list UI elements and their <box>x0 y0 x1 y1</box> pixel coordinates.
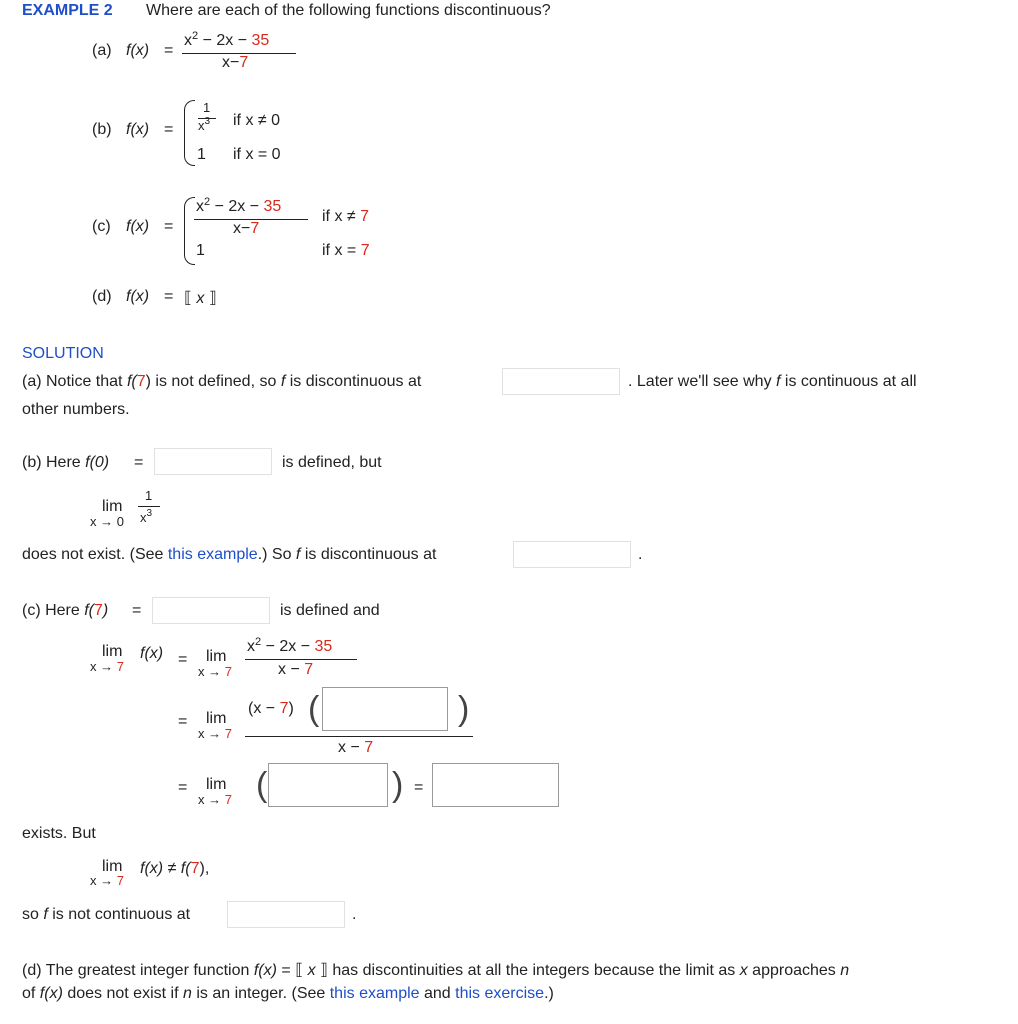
solution-c-lim4: lim <box>206 776 227 793</box>
part-b-eq: = <box>164 121 174 138</box>
solution-c-lim4-sub: x → 7 <box>198 792 232 807</box>
solution-c-lim5-sub: x → 7 <box>90 873 124 888</box>
solution-b-period: . <box>638 546 643 563</box>
solution-d-line1: (d) The greatest integer function f(x) = ⟦ x ⟧ has discontinuities at all the integers because the limit as x approaches n <box>22 962 850 979</box>
solution-b-frac-num: 1 <box>145 488 153 503</box>
part-c-brace <box>184 197 195 265</box>
solution-c-denominator1: x − 7 <box>278 661 314 678</box>
part-b-f: f(x) <box>126 121 150 138</box>
solution-a-text-end: other numbers. <box>22 401 130 418</box>
part-a-denominator: x−7 <box>222 54 249 71</box>
solution-b-defined: is defined, but <box>282 454 382 471</box>
part-d-expr: ⟦ x ⟧ <box>184 290 217 307</box>
part-c-label: (c) <box>92 218 111 235</box>
part-c-denominator: x−7 <box>233 220 260 237</box>
link-this-exercise-d[interactable]: this exercise <box>455 985 545 1002</box>
solution-c-eq: = <box>132 602 142 619</box>
solution-b-lim-sub: x → 0 <box>90 514 124 529</box>
link-this-example-d[interactable]: this example <box>329 985 420 1002</box>
solution-c-neq-expr: f(x) ≠ f(7), <box>140 860 210 877</box>
link-this-example-b[interactable]: this example <box>167 546 258 563</box>
solution-c-text: (c) Here f(7) <box>22 602 109 619</box>
solution-c-lim3-sub: x → 7 <box>198 726 232 741</box>
solution-b-frac-bar <box>138 506 160 507</box>
part-c-numerator: $x^2 - 2x - 35$ <box>196 196 282 215</box>
solution-c-exists: exists. But <box>22 825 96 842</box>
part-b-label: (b) <box>92 121 112 138</box>
answer-input-c1[interactable] <box>152 597 270 624</box>
solution-c-eq1: = <box>178 651 188 668</box>
part-d-label: (d) <box>92 288 112 305</box>
question-text: Where are each of the following functions discontinuous? <box>146 2 551 19</box>
part-a-f: f(x) <box>126 42 150 59</box>
solution-b-eq: = <box>134 454 144 471</box>
solution-c-eq4: = <box>414 779 424 796</box>
part-a-eq: = <box>164 42 174 59</box>
solution-c-lim5: lim <box>102 858 123 875</box>
solution-heading: SOLUTION <box>22 345 104 362</box>
solution-c-not-cont: so f is not continuous at <box>22 906 191 923</box>
solution-c-lim3: lim <box>206 710 227 727</box>
solution-c-lim2-sub: x → 7 <box>198 664 232 679</box>
part-b-case1-num: 1 <box>203 100 211 115</box>
part-c-f: f(x) <box>126 218 150 235</box>
solution-b-frac-den: $x^3$ <box>140 508 153 525</box>
paren-right-2: ) <box>392 766 404 804</box>
solution-c-frac-bar1 <box>245 659 357 660</box>
solution-b-text2: does not exist. (See this example.) So f is discontinuous at <box>22 546 437 563</box>
part-c-case1-cond: if x ≠ 7 <box>322 208 370 225</box>
paren-left-1: ( <box>308 690 320 728</box>
solution-a-text: (a) Notice that f(7) is not defined, so f is discontinuous at <box>22 373 422 390</box>
part-c-eq: = <box>164 218 174 235</box>
answer-input-b1[interactable] <box>154 448 272 475</box>
part-d-f: f(x) <box>126 288 150 305</box>
solution-c-factor: (x − 7) <box>248 700 294 717</box>
part-c-case2-cond: if x = 7 <box>322 242 370 259</box>
solution-c-lim1-sub: x → 7 <box>90 659 124 674</box>
solution-c-frac-bar2 <box>245 736 473 737</box>
solution-c-fx: f(x) <box>140 645 164 662</box>
part-b-case2-val: 1 <box>197 146 206 163</box>
solution-c-lim1: lim <box>102 643 123 660</box>
answer-input-c2[interactable] <box>322 687 448 731</box>
part-b-brace <box>184 100 195 166</box>
example-label: EXAMPLE 2 <box>22 2 113 19</box>
solution-c-period: . <box>352 906 357 923</box>
paren-right-1: ) <box>458 690 470 728</box>
part-b-case2-cond: if x = 0 <box>233 146 281 163</box>
paren-left-2: ( <box>256 766 268 804</box>
part-c-case2-val: 1 <box>196 242 205 259</box>
solution-b-lim: lim <box>102 498 123 515</box>
part-a-label: (a) <box>92 42 112 59</box>
solution-c-lim2: lim <box>206 648 227 665</box>
part-a-numerator: $x^2 - 2x - 35$ <box>184 30 270 49</box>
solution-a-text-cont: . Later we'll see why f is continuous at all <box>628 373 917 390</box>
answer-input-b2[interactable] <box>513 541 631 568</box>
solution-c-eq2: = <box>178 713 188 730</box>
part-d-eq: = <box>164 288 174 305</box>
answer-input-c3[interactable] <box>268 763 388 807</box>
answer-input-c4[interactable] <box>432 763 559 807</box>
solution-c-denominator2: x − 7 <box>338 739 374 756</box>
part-b-case1-cond: if x ≠ 0 <box>233 112 281 129</box>
solution-c-numerator: $x^2 - 2x - 35$ <box>247 636 333 655</box>
part-b-case1-den: $x^3$ <box>198 116 211 133</box>
solution-c-defined: is defined and <box>280 602 380 619</box>
answer-input-a[interactable] <box>502 368 620 395</box>
solution-c-eq3: = <box>178 779 188 796</box>
solution-d-line2: of f(x) does not exist if n is an integer. (See this example and this exercise.) <box>22 985 554 1002</box>
answer-input-c5[interactable] <box>227 901 345 928</box>
solution-b-text: (b) Here f(0) <box>22 454 110 471</box>
